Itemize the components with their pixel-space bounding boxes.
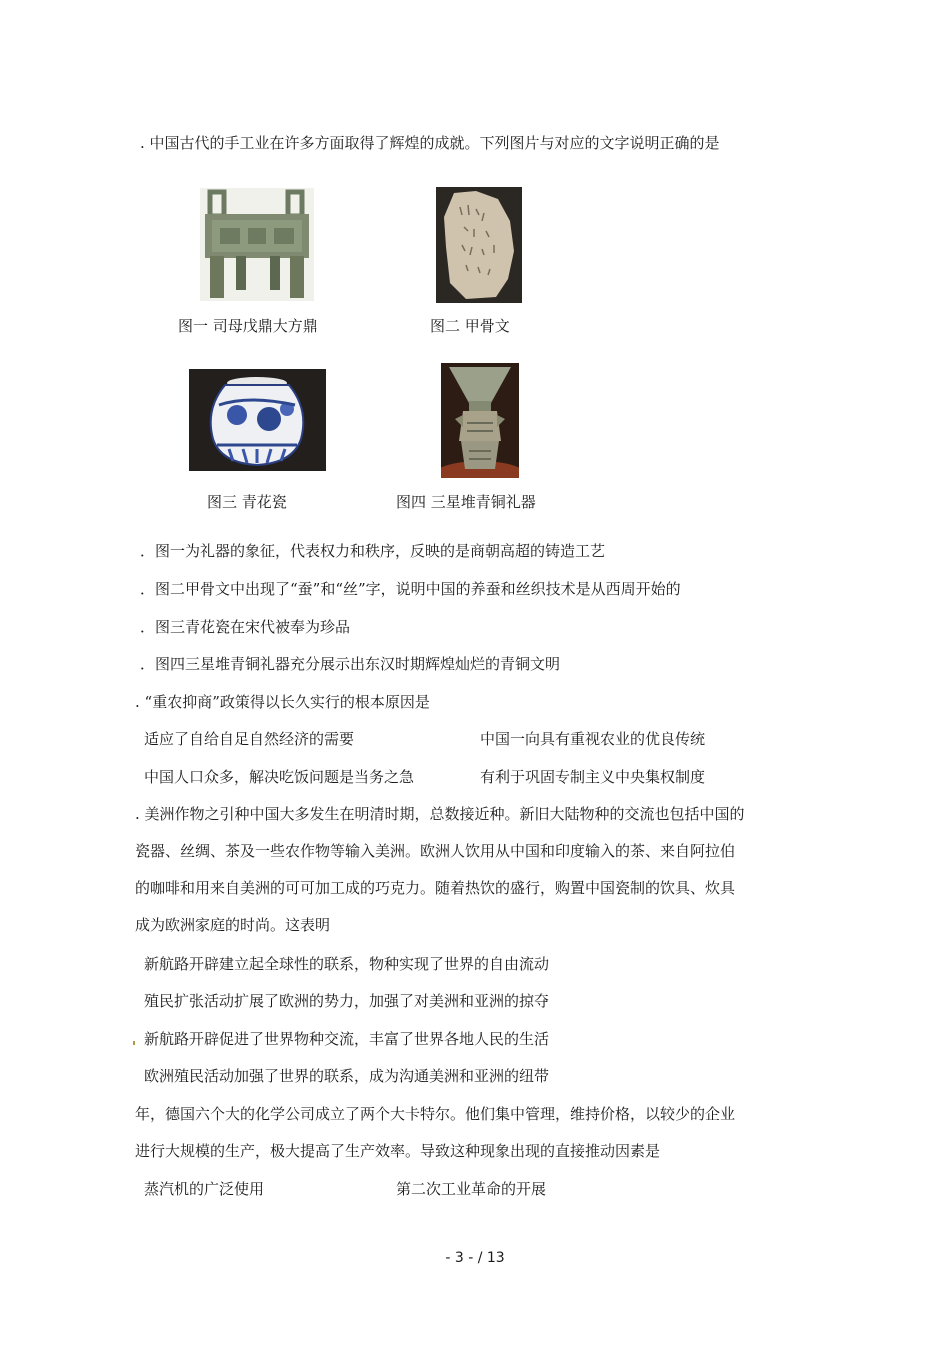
q1-stem: . 中国古代的手工业在许多方面取得了辉煌的成就。下列图片与对应的文字说明正确的是 [140, 134, 720, 152]
q1-option-b: ．图二甲骨文中出现了“蚕”和“丝”字，说明中国的养蚕和丝织技术是从西周开始的 [140, 580, 681, 598]
q2-option-b: 中国一向具有重视农业的优良传统 [480, 730, 706, 748]
q4-option-a: 蒸汽机的广泛使用 [144, 1180, 265, 1198]
bronze-ding-image [200, 188, 314, 301]
q2-option-d: 有利于巩固专制主义中央集权制度 [480, 768, 706, 786]
scan-mark [133, 1041, 135, 1045]
q1-option-a: ．图一为礼器的象征，代表权力和秩序，反映的是商朝高超的铸造工艺 [140, 542, 606, 560]
figure-1-caption: 图一 司母戊鼎大方鼎 [178, 317, 318, 335]
q3-stem-line-2: 瓷器、丝绸、茶及一些农作物等输入美洲。欧洲人饮用从中国和印度输入的茶、来自阿拉伯 [135, 842, 736, 860]
q3-option-d: 欧洲殖民活动加强了世界的联系，成为沟通美洲和亚洲的纽带 [144, 1067, 550, 1085]
q3-stem-line-1: . 美洲作物之引种中国大多发生在明清时期，总数接近种。新旧大陆物种的交流也包括中国的 [135, 805, 745, 823]
q4-stem-line-1: 年，德国六个大的化学公司成立了两个大卡特尔。他们集中管理，维持价格，以较少的企业 [135, 1105, 736, 1123]
q3-option-c: 新航路开辟促进了世界物种交流，丰富了世界各地人民的生活 [144, 1030, 550, 1048]
q1-option-d: ．图四三星堆青铜礼器充分展示出东汉时期辉煌灿烂的青铜文明 [140, 655, 561, 673]
oracle-bone-image [436, 187, 522, 303]
q4-stem-line-2: 进行大规模的生产，极大提高了生产效率。导致这种现象出现的直接推动因素是 [135, 1142, 661, 1160]
q3-stem-line-3: 的咖啡和用来自美洲的可可加工成的巧克力。随着热饮的盛行，购置中国瓷制的饮具、炊具 [135, 879, 736, 897]
q3-option-b: 殖民扩张活动扩展了欧洲的势力，加强了对美洲和亚洲的掠夺 [144, 992, 550, 1010]
q1-option-c: ．图三青花瓷在宋代被奉为珍品 [140, 618, 351, 636]
page-number: - 3 - / 13 [445, 1250, 505, 1266]
figure-4-caption: 图四 三星堆青铜礼器 [396, 493, 536, 511]
sanxingdui-bronze-image [441, 363, 519, 478]
q2-option-a: 适应了自给自足自然经济的需要 [144, 730, 355, 748]
blue-white-porcelain-image [189, 369, 326, 471]
figure-3-caption: 图三 青花瓷 [207, 493, 287, 511]
q2-option-c: 中国人口众多，解决吃饭问题是当务之急 [144, 768, 415, 786]
q2-stem: . “重农抑商”政策得以长久实行的根本原因是 [135, 693, 430, 711]
q4-option-b: 第二次工业革命的开展 [396, 1180, 547, 1198]
q3-option-a: 新航路开辟建立起全球性的联系，物种实现了世界的自由流动 [144, 955, 550, 973]
figure-2-caption: 图二 甲骨文 [430, 317, 510, 335]
q3-stem-line-4: 成为欧洲家庭的时尚。这表明 [135, 916, 331, 934]
